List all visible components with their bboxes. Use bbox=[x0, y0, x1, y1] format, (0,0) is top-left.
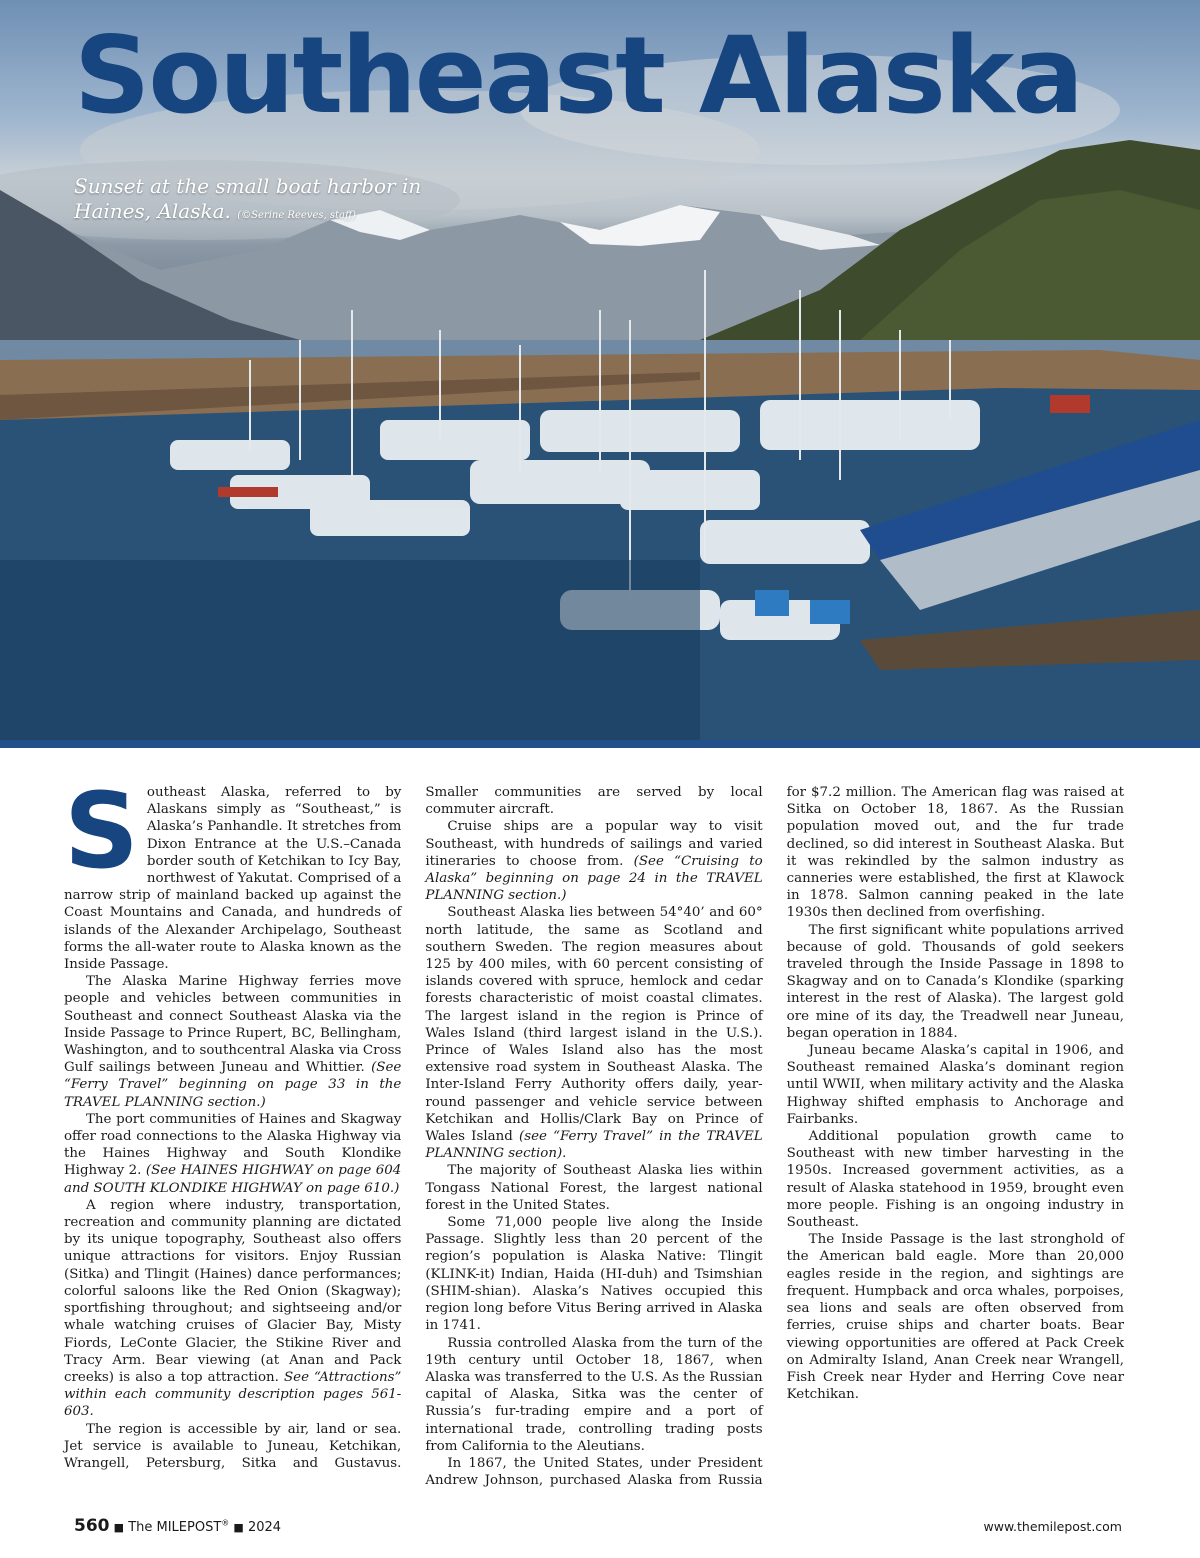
publication-year: 2024 bbox=[247, 1520, 282, 1535]
paragraph bbox=[64, 1197, 401, 1421]
paragraph bbox=[425, 1335, 762, 1455]
paragraph bbox=[787, 1128, 1124, 1231]
paragraph-text: The Alaska Marine Highway ferries move people and vehicles between communities in Southeast and connect Southeast Alaska via the Inside Passage to Prince Rupert, BC, Bellingham, Washington, and to southcentral Alaska via Cross Gulf sailings between Juneau and Whittier. bbox=[64, 974, 402, 1076]
paragraph bbox=[425, 818, 762, 904]
photo-caption bbox=[74, 174, 434, 228]
paragraph bbox=[787, 1231, 1124, 1403]
paragraph-text: The first significant white populations arrived because of gold. Thousands of gold seekers traveled through the Inside Passage in 1898 to Skagway and on to Canada’s Klondike (sparking interest in the rest of Alaska). The largest gold ore mine of its day, the Treadwell near Juneau, began operation in 1884. bbox=[786, 922, 1124, 1041]
cross-reference: (See “Ferry Travel” beginning on page 33 in the TRAVEL PLANNING section.) bbox=[64, 1060, 402, 1110]
paragraph-text: Southeast Alaska lies between 54°40’ and 60° north latitude, the same as Scotland and southern Sweden. The region measures about 125 by 400 miles, with 60 percent consisting of islands covered with spruce, hemlock and cedar forests characteristic of moist coastal climates. The largest island in the region is Prince of Wales Island (third largest island in the U.S.). Prince of Wales Island also has the most extensive road system in Southeast Alaska. The Inter-Island Ferry Authority offers daily, year-round passenger and vehicle service between Ketchikan and Hollis/Clark Bay on Prince of Wales Island bbox=[425, 905, 763, 1145]
paragraph-text: The port communities of Haines and Skagway offer road connections to the Alaska Highway via the Haines Highway and South Klondike Highway 2. bbox=[64, 1111, 402, 1179]
paragraph-text: outheast Alaska, referred to by Alaskans simply as “Southeast,” is Alaska’s Panhandle. It stretches from Dixon Entrance at the U.S.–Canada border south of Ketchikan to Icy Bay, northwest of Yakutat. Comprised of a narrow strip of mainland backed up against the Coast Mountains and Canada, and hundreds of islands of the Alexander Archipelago, Southeast forms the all-water route to Alaska known as the Inside Passage. bbox=[64, 785, 402, 973]
paragraph-text: A region where industry, transportation, recreation and community planning are dictated by its unique topography, Southeast also offers unique attractions for visitors. Enjoy Russian (Sitka) and Tlingit (Haines) dance performances; colorful saloons like the Red Onion (Skagway); sportfishing throughout; and sightseeing and/or whale watching cruises of Glacier Bay, Misty Fiords, LeConte Glacier, the Stikine River and Tracy Arm. Bear viewing (at Anan and Pack creeks) is also a top attraction. bbox=[64, 1197, 402, 1385]
paragraph bbox=[64, 1111, 401, 1197]
paragraph-text: Russia controlled Alaska from the turn of the 19th century until October 18, 1867, when Alaska was transferred to the U.S. As the Russian capital of Alaska, Sitka was the center of Russia’s fur-trading empire and a port of international trade, controlling trading posts from California to the Aleutians. bbox=[425, 1335, 763, 1454]
website-link[interactable]: www.themilepost.com bbox=[983, 1519, 1122, 1534]
drop-cap: S bbox=[64, 770, 139, 892]
title-band bbox=[0, 740, 1200, 748]
paragraph-text: Some 71,000 people live along the Inside Passage. Slightly less than 20 percent of the region’s population is Alaska Native: Tlingit (KLINK-it) Indian, Haida (HI-duh) and Tsimshian (SHIM-shian). Alaska’s Natives occupied this region long before Vitus Bering arrived in Alaska in 1741. bbox=[425, 1215, 763, 1334]
paragraph-text: The Inside Passage is the last stronghold of the American bald eagle. More than 20,000 eagles reside in the region, and sightings are frequent. Humpback and orca whales, porpoises, sea lions and seals are often observed from ferries, cruise ships and charter boats. Bear viewing opportunities are offered at Pack Creek on Admiralty Island, Anan Creek near Wrangell, Fish Creek near Hyder and Herring Cove near Ketchikan. bbox=[786, 1232, 1124, 1403]
paragraph-text: Cruise ships are a popular way to visit Southeast, with hundreds of sailings and varied itineraries to choose from. bbox=[425, 819, 763, 869]
cross-reference: See “Attractions” within each community description pages 561-603. bbox=[64, 1369, 402, 1420]
cross-reference: (see “Ferry Travel” in the TRAVEL PLANNING section) bbox=[425, 1129, 763, 1162]
paragraph-text: Additional population growth came to Southeast with new timber harvesting in the 1950s. Increased government activities, as a result of Alaska statehood in 1959, brought even more people. Fishing is an ongoing industry in Southeast. bbox=[786, 1129, 1124, 1231]
paragraph bbox=[64, 973, 401, 1111]
cross-reference: (See HAINES HIGHWAY on page 604 and SOUTH KLONDIKE HIGHWAY on page 610.) bbox=[64, 1163, 402, 1196]
page-title: Southeast Alaska bbox=[74, 14, 1082, 137]
photo-credit: (©Serine Reeves, staff) bbox=[237, 210, 356, 221]
paragraph bbox=[787, 1042, 1124, 1128]
paragraph-text: In 1867, the United States, under President Andrew Johnson, purchased Alaska from Russia for $7.2 million. The American flag was raised at Sitka on October 18, 1867. As the Russian population moved out, and the fur trade declined, so did interest in Southeast Alaska. But it was rekindled by the salmon industry as canneries were established, the first at Klawock in 1878. Salmon canning peaked in the late 1930s then declined from overfishing. bbox=[425, 785, 1124, 1489]
publication-name: The MILEPOST bbox=[128, 1520, 222, 1535]
paragraph-text: The majority of Southeast Alaska lies within Tongass National Forest, the largest national forest in the United States. bbox=[425, 1163, 763, 1213]
footer-separator: ■ bbox=[113, 1521, 125, 1534]
footer-separator: ■ bbox=[233, 1521, 244, 1534]
registered-mark: ® bbox=[221, 1518, 230, 1528]
paragraph: Southeast Alaska lies between 54°40’ and 60° north latitude, the same as Scotland and southern Sweden. The region measures about 125 by 400 miles, with 60 percent consisting of islands covered with spruce, hemlock and cedar forests characteristic of moist coastal climates. The largest island in the region is Prince of Wales Island (third largest island in the U.S.). Prince of Wales Island also has the most extensive road system in Southeast Alaska. The Inter-Island Ferry Authority offers daily, year-round passenger and vehicle service between Ketchikan and Hollis/Clark Bay on Prince of Wales Island (see “Ferry Travel” in the TRAVEL PLANNING section). bbox=[425, 905, 763, 1162]
paragraph bbox=[787, 922, 1124, 1042]
paragraph bbox=[425, 1162, 762, 1214]
paragraph-text: Juneau became Alaska’s capital in 1906, and Southeast remained Alaska’s dominant region until WWII, when military activity and the Alaska Highway shifted emphasis to Anchorage and Fairbanks. bbox=[786, 1043, 1124, 1127]
cross-reference: (See “Cruising to Alaska” beginning on page 24 in the TRAVEL PLANNING section.) bbox=[425, 853, 763, 904]
paragraph-text: The region is accessible by air, land or sea. Jet service is available to Juneau, Ketchikan, Wrangell, Petersburg, Sitka and Gustavus. Smaller communities are served by local commuter aircraft. bbox=[64, 785, 763, 1471]
page-number: 560 bbox=[74, 1516, 110, 1536]
paragraph bbox=[64, 770, 402, 973]
caption-text: Sunset at the small boat harbor in Haines, Alaska. bbox=[74, 174, 422, 223]
hero-photo bbox=[0, 0, 1200, 742]
article-body bbox=[64, 770, 1124, 1500]
paragraph bbox=[425, 1214, 762, 1334]
page-footer-left bbox=[74, 1516, 281, 1536]
